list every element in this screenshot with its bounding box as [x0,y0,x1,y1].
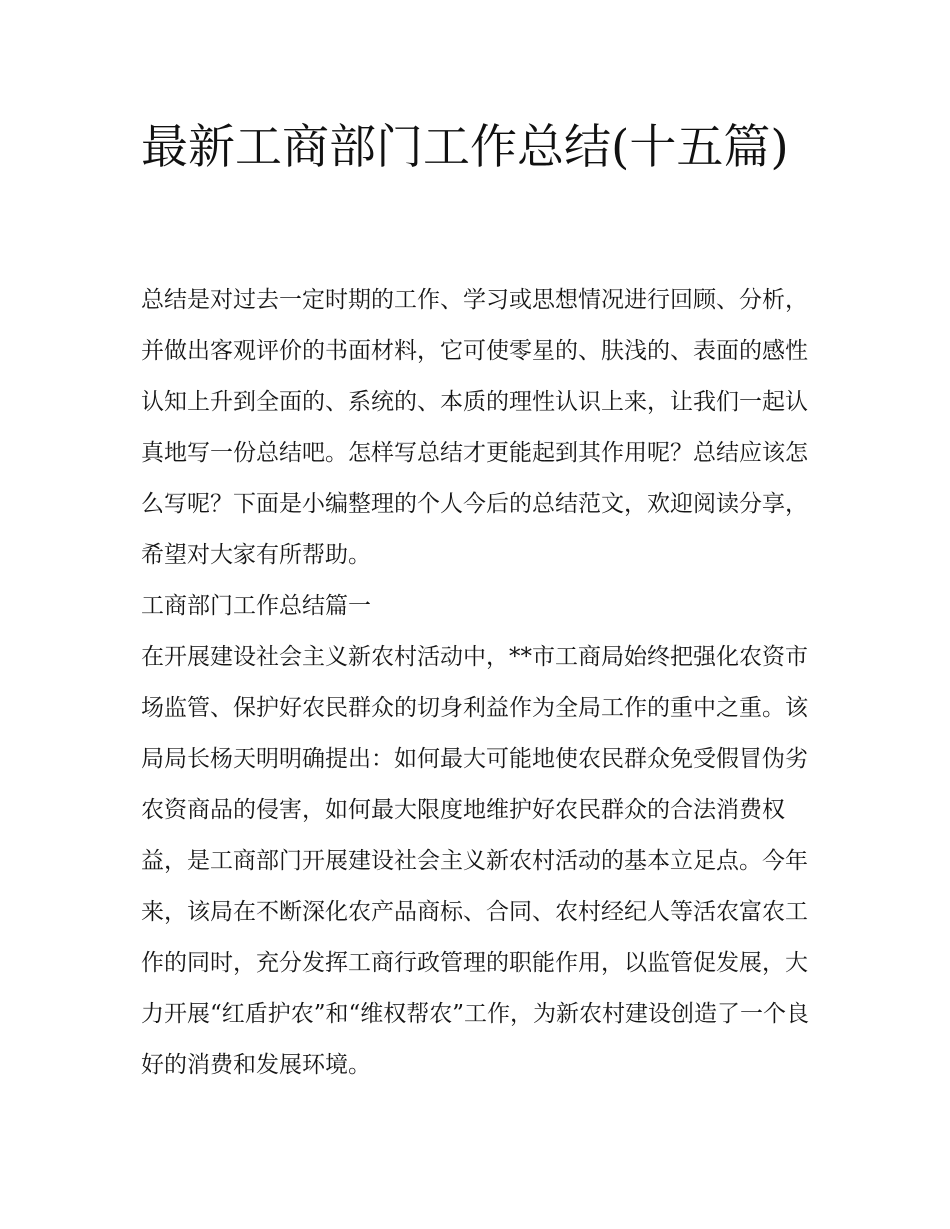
intro-paragraph: 总结是对过去一定时期的工作、学习或思想情况进行回顾、分析，并做出客观评价的书面材料，它可使零星的、肤浅的、表面的感性认知上升到全面的、系统的、本质的理性认识上来，让我们一起认真地写一份总结吧。怎样写总结才更能起到其作用呢？总结应该怎么写呢？下面是小编整理的个人今后的总结范文，欢迎阅读分享，希望对大家有所帮助。 [141,287,808,568]
section-heading: 工商部门工作总结篇一 [141,593,371,619]
section-paragraph: 在开展建设社会主义新农村活动中，**市工商局始终把强化农资市场监管、保护好农民群众的切身利益作为全局工作的重中之重。该局局长杨天明明确提出：如何最大可能地使农民群众免受假冒伪劣农资商品的侵害，如何最大限度地维护好农民群众的合法消费权益，是工商部门开展建设社会主义新农村活动的基本立足点。今年来，该局在不断深化农产品商标、合同、农村经纪人等活农富农工作的同时，充分发挥工商行政管理的职能作用，以监管促发展，大力开展“红盾护农”和“维权帮农”工作，为新农村建设创造了一个良好的消费和发展环境。 [141,644,810,1078]
document-title: 最新工商部门工作总结(十五篇) [141,120,789,175]
